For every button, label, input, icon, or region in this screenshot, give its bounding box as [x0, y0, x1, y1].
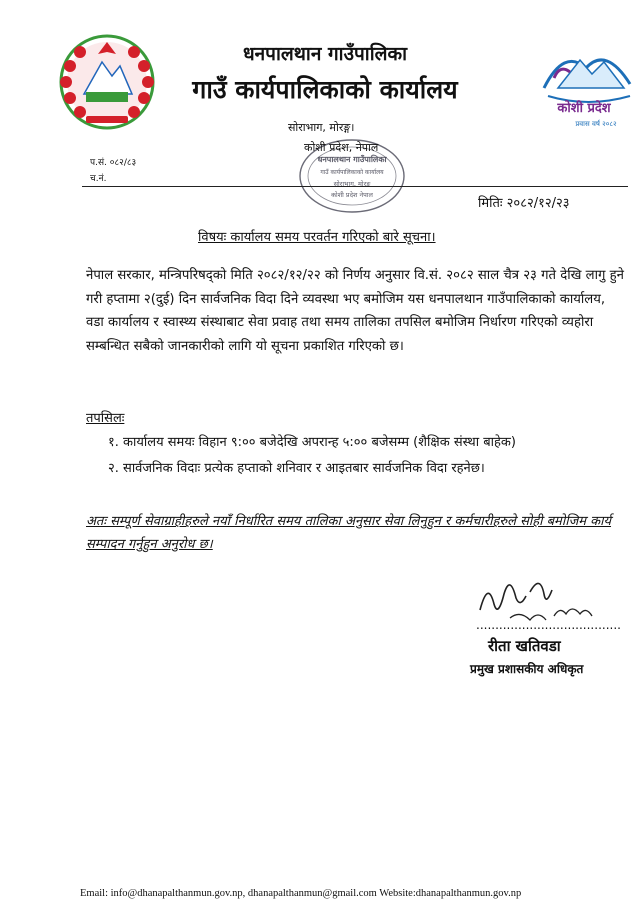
koshi-logo-label: कोशी प्रदेश — [557, 101, 611, 116]
koshi-pradesh-logo — [534, 38, 638, 134]
office-address: सोराभाग, मोरङ्ग। — [288, 121, 355, 134]
office-name: धनपालथान गाउँपालिका — [242, 43, 408, 65]
signer-title: प्रमुख प्रशासकीय अधिकृत — [470, 662, 584, 676]
closing-request: अतः सम्पूर्ण सेवाग्राहीहरुले नयाँ निर्धारित समय तालिका अनुसार सेवा लिनुहुन र कर्मचारीहरुले सोही बमोजिम कार्य सम्पादन गर्नुहुन अनुरोध छ। — [86, 514, 612, 552]
nepal-emblem-logo — [56, 32, 158, 132]
office-province: कोशी प्रदेश, नेपाल — [304, 141, 379, 154]
seal-line-1: धनपालथान गाउँपालिका — [317, 155, 387, 164]
dispatch-number: च.नं. — [90, 174, 107, 184]
notice-body: नेपाल सरकार, मन्त्रिपरिषद्को मिति २०८२/१२/२२ को निर्णय अनुसार वि.सं. २०८२ साल चैत्र २३ गते देखि लागु हुने गरी हप्तामा २(दुई) दिन सार्वजनिक विदा दिने व्यवस्था भए बमोजिम यस धनपालथान गाउँपालिकाको कार्यालय, वडा कार्यालय र स्वास्थ्य संस्थाबाट सेवा प्रवाह तथा समय तालिका तपसिल बमोजिम निर्धारण गरिएको व्यहोरा सम्बन्धित सबैको जानकारीको लागि यो सूचना प्रकाशित गरिएको छ। — [86, 268, 624, 354]
signer-name: रीता खतिवडा — [488, 637, 561, 655]
seal-line-2: गाउँ कार्यपालिकाको कार्यालय — [320, 169, 384, 176]
detail-item-public-holiday: २. सार्वजनिक विदाः प्रत्येक हप्ताको शनिवार र आइतबार सार्वजनिक विदा रहनेछ। — [108, 461, 485, 476]
footer-contact: Email: info@dhanapalthanmun.gov.np, dhanapalthanmun@gmail.com Website:dhanapalthanmun.gov.np — [80, 888, 522, 899]
details-heading: तपसिलः — [86, 411, 125, 426]
koshi-logo-sublabel: प्रवास वर्ष २०८२ — [575, 120, 617, 128]
office-title: गाउँ कार्यपालिकाको कार्यालय — [192, 75, 458, 104]
seal-line-4: कोशी प्रदेश नेपाल — [331, 191, 373, 199]
seal-line-3: सोराभाग, मोरङ — [333, 180, 371, 188]
reference-number: प.सं. ०८२/८३ — [90, 158, 137, 168]
notice-subject: विषयः कार्यालय समय परवर्तन गरिएको बारे सूचना। — [198, 230, 436, 245]
signature-line: ...................................... — [476, 618, 621, 632]
header-divider — [82, 186, 628, 187]
detail-item-office-hours: १. कार्यालय समयः विहान ९:०० बजेदेखि अपरान्ह ५:०० बजेसम्म (शैक्षिक संस्था बाहेक) — [108, 435, 516, 450]
notice-date: मितिः २०८२/१२/२३ — [478, 196, 570, 211]
